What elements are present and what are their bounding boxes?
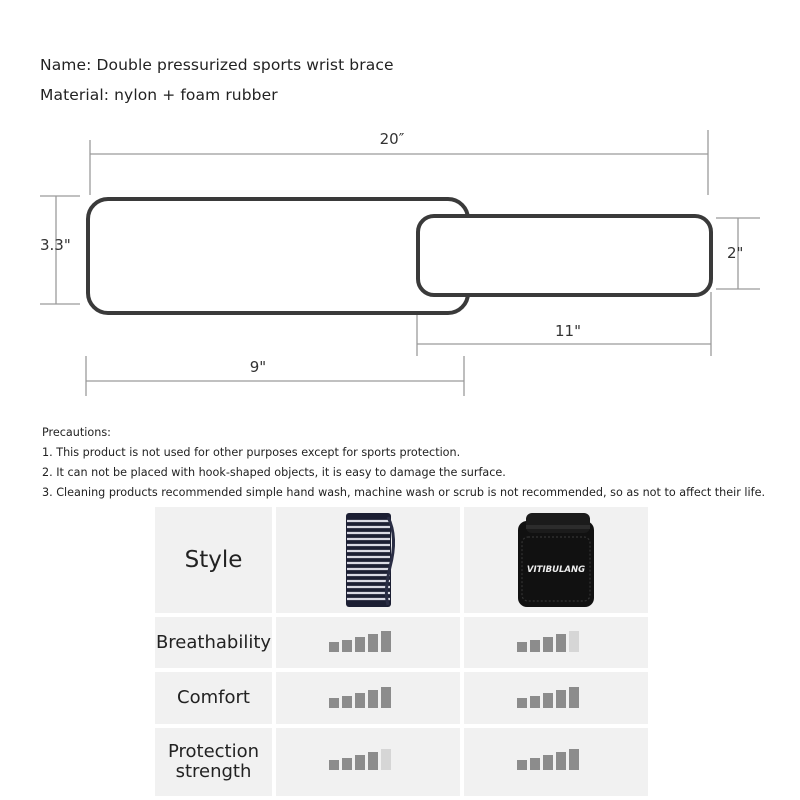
rating-bar-filled [569, 749, 579, 770]
row-label-style: Style [155, 507, 272, 613]
rating-bar-filled [517, 698, 527, 708]
small-strap-outline [418, 216, 711, 295]
precaution-item-1: 1. This product is not used for other purposes except for sports protection. [42, 446, 461, 459]
rating-bar-filled [530, 696, 540, 708]
product-material: Material: nylon + foam rubber [40, 86, 278, 104]
rating-bar-filled [569, 687, 579, 708]
rating-bar-filled [381, 631, 391, 652]
rating-bar-filled [342, 758, 352, 770]
rating-bar-filled [543, 693, 553, 708]
brand-logo-text: VITIBULANG [526, 565, 586, 575]
rating-bar-filled [368, 690, 378, 708]
row-label-protection-strength: Protection strength [155, 728, 272, 796]
rating-bars [329, 687, 391, 708]
rating-bar-filled [543, 637, 553, 652]
rating-bar-filled [329, 642, 339, 652]
rating-bar-filled [355, 637, 365, 652]
large-height-label: 3.3" [40, 236, 71, 254]
rating-bars [517, 687, 579, 708]
total-length-label: 20″ [379, 130, 405, 148]
rating-bar-filled [342, 640, 352, 652]
product-1-cell [276, 507, 460, 613]
large-length-label: 9" [249, 358, 267, 376]
rating-bar-filled [329, 698, 339, 708]
row-label-comfort: Comfort [155, 672, 272, 724]
rating-bar-filled [381, 687, 391, 708]
rating-bar-filled [329, 760, 339, 770]
product-2-cell [464, 507, 648, 613]
small-length-label: 11" [555, 322, 581, 340]
protection-rating-product-1 [276, 728, 460, 796]
rating-bar-filled [556, 634, 566, 652]
rating-bar-filled [556, 690, 566, 708]
rating-bars [329, 631, 391, 652]
rating-bar-empty [381, 749, 391, 770]
rating-bar-filled [530, 758, 540, 770]
rating-bar-filled [517, 760, 527, 770]
rating-bar-filled [543, 755, 553, 770]
rating-bars [517, 749, 579, 770]
striped-wrist-wrap-image [276, 507, 460, 613]
black-wrist-strap-image [464, 507, 648, 613]
product-name: Name: Double pressurized sports wrist brace [40, 56, 394, 74]
breathability-rating-product-1 [276, 617, 460, 668]
rating-bar-filled [368, 634, 378, 652]
precautions-heading: Precautions: [42, 426, 111, 439]
breathability-rating-product-2 [464, 617, 648, 668]
row-label-breathability: Breathability [155, 617, 272, 668]
rating-bars [329, 749, 391, 770]
comfort-rating-product-1 [276, 672, 460, 724]
rating-bar-filled [342, 696, 352, 708]
comfort-rating-product-2 [464, 672, 648, 724]
rating-bar-empty [569, 631, 579, 652]
rating-bar-filled [517, 642, 527, 652]
rating-bar-filled [355, 693, 365, 708]
rating-bar-filled [355, 755, 365, 770]
rating-bars [517, 631, 579, 652]
precaution-item-2: 2. It can not be placed with hook-shaped objects, it is easy to damage the surface. [42, 466, 506, 479]
large-strap-outline [88, 199, 468, 313]
rating-bar-filled [368, 752, 378, 770]
protection-rating-product-2 [464, 728, 648, 796]
precaution-item-3: 3. Cleaning products recommended simple hand wash, machine wash or scrub is not recommended, so as not to affect their life. [42, 486, 766, 499]
rating-bar-filled [556, 752, 566, 770]
small-height-label: 2" [727, 244, 744, 262]
rating-bar-filled [530, 640, 540, 652]
